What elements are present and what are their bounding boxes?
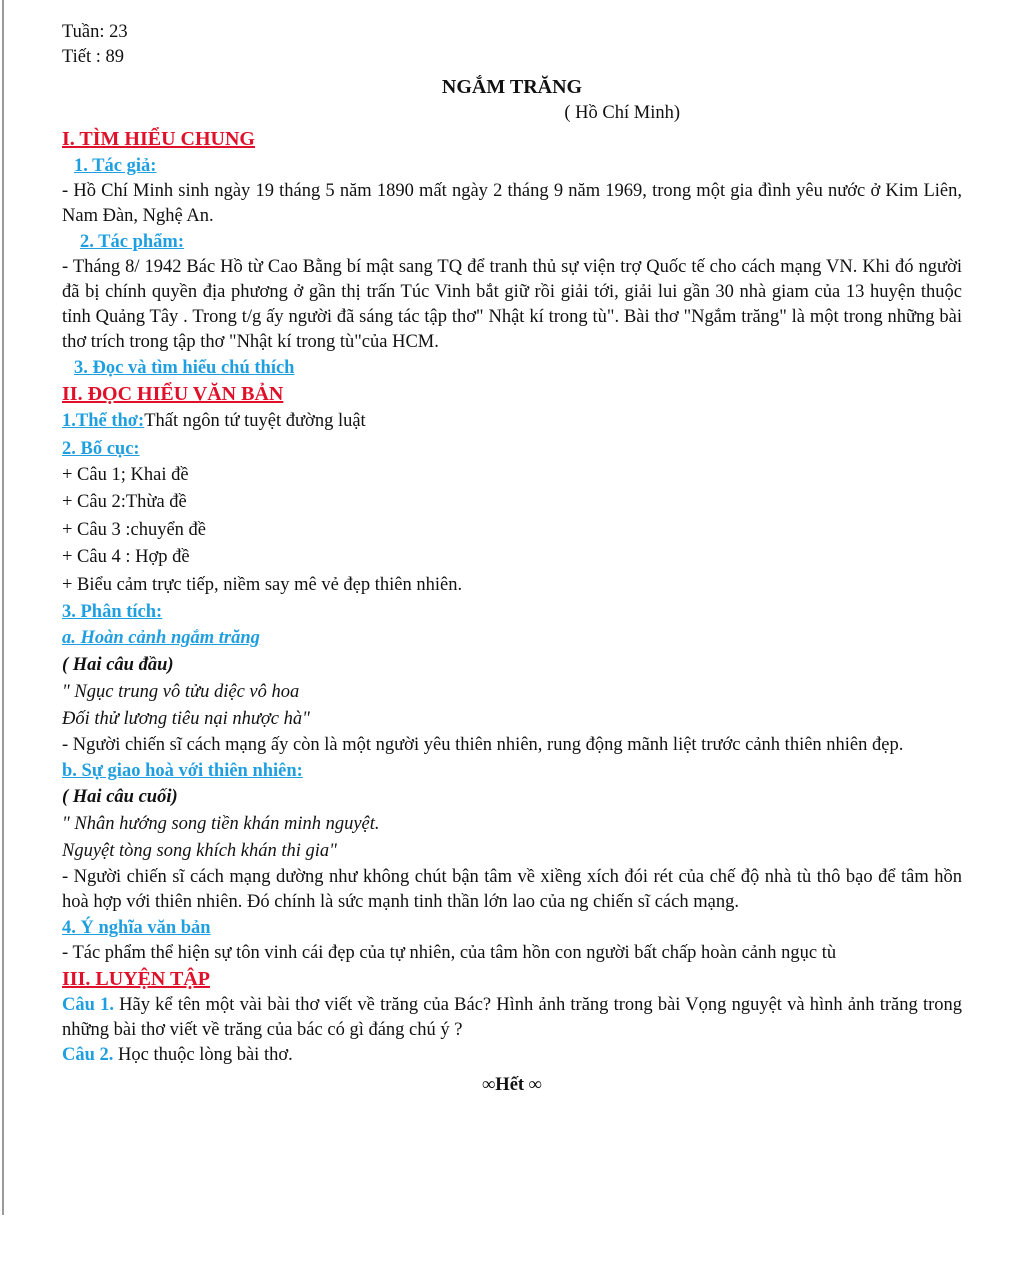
part-a-paragraph: - Người chiến sĩ cách mạng ấy còn là một người yêu thiên nhiên, rung động mãnh liệt trước cảnh thiên nhiên đẹp. [62,735,904,755]
meaning-subheading: 4. Ý nghĩa văn bản [62,918,211,938]
week-label: Tuần: 23 [62,22,128,42]
section-2-heading: II. ĐỌC HIỂU VĂN BẢN [62,383,284,405]
layout-item: + Câu 2:Thừa đề [62,492,187,512]
layout-subheading: 2. Bố cục: [62,438,140,459]
author-subheading: 1. Tác giả: [74,156,157,176]
document-title: NGẮM TRĂNG [441,76,583,98]
part-a-poem-line: " Ngục trung vô tửu diệc vô hoa [62,682,300,702]
question-2 [62,1043,962,1068]
layout-item: + Biểu cảm trực tiếp, niềm say mê vẻ đẹp thiên nhiên. [62,574,463,595]
question-1-label: Câu 1. [62,995,114,1015]
part-b-poem-line: Nguyệt tòng song khích khán thi gia" [62,841,337,861]
part-a-note: ( Hai câu đầu) [62,655,174,675]
end-marker: ∞Hết ∞ [482,1075,542,1095]
poem-form-value: Thất ngôn tứ tuyệt đường luật [144,411,366,431]
question-2-label: Câu 2. [62,1045,114,1065]
question-1-text: Hãy kể tên một vài bài thơ viết về trăng của Bác? Hình ảnh trăng trong bài Vọng nguyệt và hình ảnh trăng trong những bài thơ viết về trăng của bác có gì đáng chú ý ? [62,995,962,1040]
period-label: Tiết : 89 [62,47,125,67]
part-a-heading: a. Hoàn cảnh ngắm trăng [62,628,260,648]
question-2-text: Học thuộc lòng bài thơ. [113,1045,293,1065]
work-subheading: 2. Tác phẩm: [80,232,184,252]
analysis-subheading: 3. Phân tích: [62,602,163,622]
page-left-border [2,0,4,1215]
work-paragraph: - Tháng 8/ 1942 Bác Hồ từ Cao Bằng bí mật sang TQ để tranh thủ sự viện trợ Quốc tế cho cách mạng VN. Khi đó người đã bị chính quyền địa phương ở gần thị trấn Túc Vinh bắt giữ rồi giải tới, giải lui gần 30 nhà giam của 13 huyện thuộc tỉnh Quảng Tây . Trong t/g ấy người đã sáng tác tập thơ" Nhật kí trong tù". Bài thơ "Ngắm trăng" là một trong những bài thơ trích trong tập thơ "Nhật kí trong tù"của HCM. [62,257,962,352]
section-3-heading: III. LUYỆN TẬP [62,968,210,990]
part-b-note: ( Hai câu cuối) [62,787,178,807]
reading-subheading: 3. Đọc và tìm hiểu chú thích [74,358,295,378]
part-b-paragraph: - Người chiến sĩ cách mạng dường như không chút bận tâm về xiềng xích đói rét của chế độ nhà tù thô bạo để tâm hồn hoà hợp với thiên nhiên. Đó chính là sức mạnh tinh thần lớn lao của ng chiến sĩ cách mạng. [62,867,962,912]
layout-item: + Câu 3 :chuyển đề [62,519,207,540]
meaning-paragraph: - Tác phẩm thể hiện sự tôn vinh cái đẹp của tự nhiên, của tâm hồn con người bất chấp hoàn cảnh ngục tù [62,943,837,963]
layout-item: + Câu 4 : Hợp đề [62,547,190,567]
poem-form-line [62,408,962,436]
poem-form-label: 1.Thể thơ: [62,411,145,431]
part-b-poem-line: " Nhân hướng song tiền khán minh nguyệt. [62,814,380,834]
question-1 [62,993,962,1043]
document-page [62,20,962,1098]
author-line: ( Hồ Chí Minh) [564,103,680,123]
layout-item: + Câu 1; Khai đề [62,464,189,485]
section-1-heading: I. TÌM HIỂU CHUNG [62,128,255,150]
part-b-heading: b. Sự giao hoà với thiên nhiên: [62,761,303,781]
author-paragraph: - Hồ Chí Minh sinh ngày 19 tháng 5 năm 1890 mất ngày 2 tháng 9 năm 1969, trong một gia đình yêu nước ở Kim Liên, Nam Đàn, Nghệ An. [62,181,962,226]
part-a-poem-line: Đối thử lương tiêu nại nhược hà" [62,709,310,729]
